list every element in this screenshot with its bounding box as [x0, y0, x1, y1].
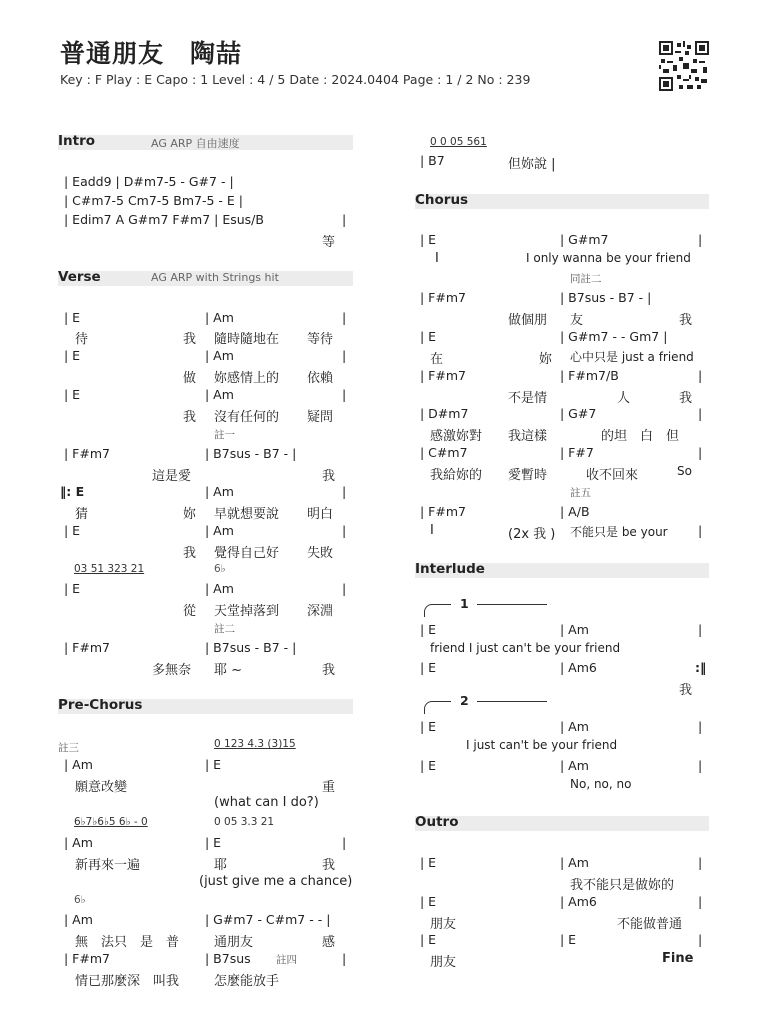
barline: | — [342, 387, 347, 402]
lyric: 但妳說 | — [508, 157, 556, 172]
lyric: 新再來一遍 — [75, 858, 141, 873]
lyric: 我 — [679, 391, 693, 406]
chord: | E — [420, 660, 437, 675]
lyric: I — [435, 251, 439, 266]
chord: | F#m7 — [420, 368, 466, 383]
ending-line — [477, 604, 547, 605]
lyric: 收不回來 — [586, 468, 639, 483]
lyric: 妳 — [539, 352, 553, 367]
lyric: 不是情 — [508, 391, 548, 406]
lyric: 我 — [322, 663, 336, 678]
chord: | B7sus - B7 - | — [205, 640, 297, 655]
lyric: 從 — [183, 604, 197, 619]
chord-line: | C#m7-5 Cm7-5 Bm7-5 - E | — [64, 193, 243, 208]
lyric: 我給妳的 — [430, 468, 483, 483]
barline: | — [698, 758, 703, 773]
chord: | E — [205, 757, 222, 772]
chord: | G#m7 - - Gm7 | — [560, 329, 668, 344]
chord: | B7 — [420, 153, 445, 168]
barline: | — [342, 951, 347, 966]
lyric: 猜 — [75, 507, 89, 522]
lyric: 不能做普通 — [617, 917, 683, 932]
numbered-notation: 6♭ — [74, 894, 86, 906]
lyric: I — [430, 523, 434, 538]
lyric: 我 — [183, 410, 197, 425]
ending-line — [477, 701, 547, 702]
lyric: 我 — [679, 313, 693, 328]
lyric: 多無奈 — [152, 663, 192, 678]
annotation-note: 註四 — [276, 954, 297, 966]
lyric-english: friend I just can't be your friend — [430, 641, 621, 655]
chord: | G#m7 - C#m7 - - | — [205, 912, 331, 927]
annotation-note: 註一 — [214, 429, 235, 441]
barline: | — [342, 523, 347, 538]
lyric: (2x 我 ) — [508, 527, 556, 542]
lyric: 在 — [430, 352, 444, 367]
repeat-start-chord: ‖: E — [60, 484, 85, 499]
lyric: 等待 — [307, 332, 334, 347]
ending-number: 2 — [460, 693, 469, 708]
barline: | — [698, 894, 703, 909]
fine-marker: Fine — [662, 951, 694, 966]
barline: | — [342, 348, 347, 363]
lyric: 無 法只 是 普 — [75, 935, 180, 950]
chord: | Am — [205, 581, 234, 596]
chord: | F#m7 — [420, 290, 466, 305]
lyric: 早就想要說 — [214, 507, 280, 522]
lyric: 深淵 — [307, 604, 334, 619]
lyric: 我 — [183, 546, 197, 561]
section-verse: Verse AG ARP with Strings hit — [58, 271, 353, 286]
chord: | E — [64, 523, 81, 538]
chord: | E — [64, 348, 81, 363]
chord: | A/B — [560, 504, 590, 519]
lyric: 失敗 — [307, 546, 334, 561]
ending-bracket-2 — [424, 701, 451, 714]
lyric-english: (just give me a chance) — [199, 874, 353, 889]
chord: | Am — [64, 757, 93, 772]
chord: | B7sus — [205, 951, 251, 966]
lyric: 做個朋 — [508, 313, 548, 328]
lyric: 妳 — [183, 507, 197, 522]
lyric: 情已那麼深 叫我 — [75, 974, 180, 989]
chord: | F#m7 — [64, 951, 110, 966]
chord: | E — [420, 329, 437, 344]
chord: | Am — [205, 310, 234, 325]
lyric: 明白 — [307, 507, 334, 522]
lyric: 天堂掉落到 — [214, 604, 280, 619]
chord: | E — [205, 835, 222, 850]
lyric: 朋友 — [430, 917, 457, 932]
annotation-note: 註三 — [58, 742, 79, 754]
chord: | E — [64, 581, 81, 596]
lyric-english: I just can't be your friend — [466, 738, 618, 752]
song-meta: Key : F Play : E Capo : 1 Level : 4 / 5 Date : 2024.0404 Page : 1 / 2 No : 239 — [60, 72, 531, 87]
lyric: 我不能只是做妳的 — [570, 878, 675, 893]
lyric-english: No, no, no — [570, 777, 632, 791]
chord: | F#m7 — [64, 640, 110, 655]
section-intro: Intro AG ARP 自由速度 — [58, 135, 353, 150]
lyric: 怎麼能放手 — [214, 974, 280, 989]
barline: | — [698, 232, 703, 247]
chord: | E — [420, 758, 437, 773]
lyric: 耶 ~ — [214, 663, 243, 678]
chord-line: | Eadd9 | D#m7-5 - G#7 - | — [64, 174, 234, 189]
chord: | F#m7/B — [560, 368, 619, 383]
lyric: 感 — [322, 935, 336, 950]
lyric: 沒有任何的 — [214, 410, 280, 425]
lyric: So — [677, 464, 692, 478]
chord: | Am — [205, 387, 234, 402]
lyric: 我 — [183, 332, 197, 347]
lyric: 不能只是 be your — [570, 525, 668, 539]
annotation-note: 註五 — [570, 487, 591, 499]
barline: | — [342, 581, 347, 596]
chord: | C#m7 — [420, 445, 468, 460]
barline: | — [698, 622, 703, 637]
lyric: 我 — [679, 683, 693, 698]
lyric: 做 — [183, 371, 197, 386]
lyric-english: I only wanna be your friend — [526, 251, 691, 265]
chord-line: | Edim7 A G#m7 F#m7 | Esus/B — [64, 212, 264, 227]
lyric: 耶 — [214, 858, 228, 873]
lyric: 友 — [570, 313, 584, 328]
chord: | Am — [560, 855, 589, 870]
chord: | E — [560, 932, 577, 947]
chord: | Am — [560, 758, 589, 773]
numbered-notation: 0 0 05 561 — [430, 136, 487, 148]
chord: | B7sus - B7 - | — [560, 290, 652, 305]
chord: | E — [420, 622, 437, 637]
lyric: 等 — [322, 235, 336, 250]
barline: | — [342, 212, 347, 227]
ending-bracket-1 — [424, 604, 451, 617]
chord: | F#m7 — [420, 504, 466, 519]
chord: | Am6 — [560, 894, 597, 909]
barline: | — [698, 523, 703, 538]
ending-number: 1 — [460, 596, 469, 611]
chord: | E — [420, 932, 437, 947]
lyric: 我 — [322, 858, 336, 873]
lyric: 人 — [617, 391, 631, 406]
chord: | Am — [205, 484, 234, 499]
lyric: 心中只是 just a friend — [570, 350, 694, 364]
lyric: 依賴 — [307, 371, 334, 386]
section-chorus: Chorus — [415, 194, 709, 209]
chord: | Am6 — [560, 660, 597, 675]
chord: | E — [420, 719, 437, 734]
lyric: 這是愛 — [152, 469, 192, 484]
chord: | E — [64, 387, 81, 402]
lyric: 的坦 白 但 — [601, 429, 680, 444]
numbered-notation: 6♭7♭6♭5 6♭ - 0 — [74, 816, 148, 828]
chord: | Am — [205, 348, 234, 363]
chord: | F#m7 — [64, 446, 110, 461]
chord: | B7sus - B7 - | — [205, 446, 297, 461]
chord: | E — [64, 310, 81, 325]
chord: | Am — [560, 719, 589, 734]
section-prechorus: Pre-Chorus — [58, 699, 353, 714]
numbered-notation: 03 51 323 21 — [74, 563, 145, 575]
lyric: 妳感情上的 — [214, 371, 280, 386]
qr-code-icon — [659, 41, 709, 91]
numbered-notation: 0 05 3.3 21 — [214, 816, 275, 828]
lyric: 朋友 — [430, 955, 457, 970]
barline: | — [698, 406, 703, 421]
chord: | Am — [64, 912, 93, 927]
chord: | G#7 — [560, 406, 597, 421]
lyric: 我 — [322, 469, 336, 484]
annotation-note: 同註二 — [570, 273, 602, 285]
lyric: 疑問 — [307, 410, 334, 425]
annotation-note: 註二 — [214, 623, 235, 635]
chord: | G#m7 — [560, 232, 609, 247]
lyric: 我這樣 — [508, 429, 548, 444]
lyric: 愛暫時 — [508, 468, 548, 483]
barline: | — [698, 855, 703, 870]
chord: | F#7 — [560, 445, 594, 460]
section-outro: Outro — [415, 816, 709, 831]
chord: | E — [420, 232, 437, 247]
numbered-notation: 6♭ — [214, 563, 226, 575]
lyric: 重 — [322, 780, 336, 795]
song-title: 普通朋友 陶喆 — [60, 39, 243, 68]
lyric: 願意改變 — [75, 780, 128, 795]
barline: | — [698, 932, 703, 947]
barline: | — [342, 310, 347, 325]
chord: | E — [420, 894, 437, 909]
chord: | Am — [560, 622, 589, 637]
repeat-end-barline: :‖ — [695, 660, 707, 675]
lyric: 感激妳對 — [430, 429, 483, 444]
lyric: 覺得自己好 — [214, 546, 280, 561]
barline: | — [698, 719, 703, 734]
barline: | — [698, 368, 703, 383]
barline: | — [698, 445, 703, 460]
numbered-notation: 0 123 4.3 (3)15 — [214, 738, 296, 750]
chord: | Am — [205, 523, 234, 538]
chord: | E — [420, 855, 437, 870]
chord: | Am — [64, 835, 93, 850]
barline: | — [342, 484, 347, 499]
chord: | D#m7 — [420, 406, 469, 421]
barline: | — [342, 835, 347, 850]
lyric-english: (what can I do?) — [214, 795, 319, 810]
lyric: 隨時隨地在 — [214, 332, 280, 347]
lyric: 待 — [75, 332, 89, 347]
section-interlude: Interlude — [415, 563, 709, 578]
lyric: 通朋友 — [214, 935, 254, 950]
